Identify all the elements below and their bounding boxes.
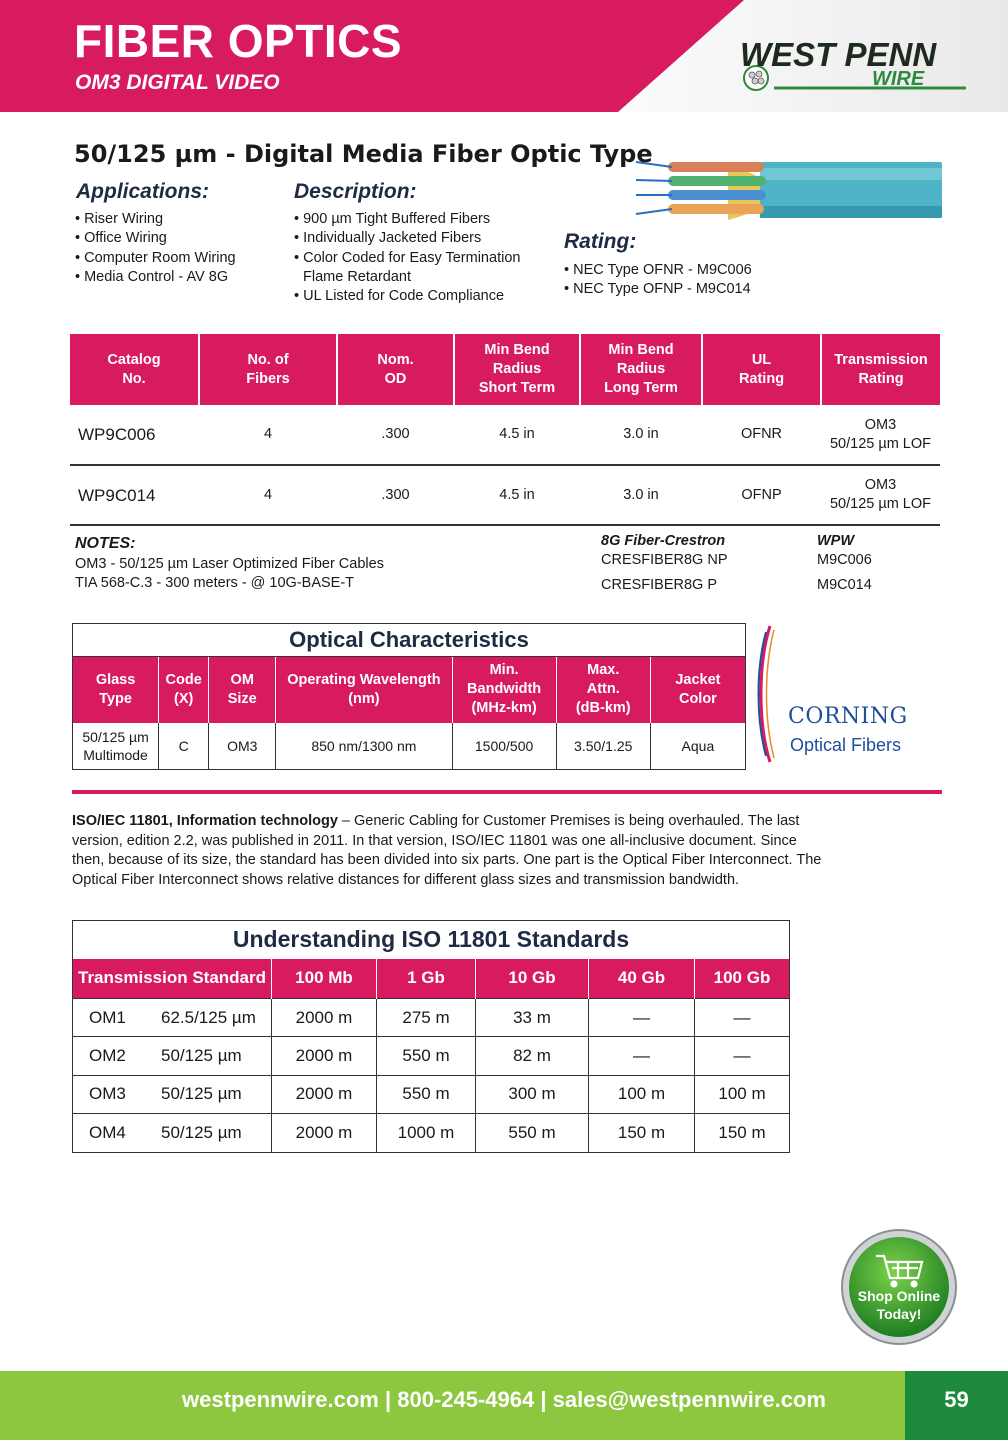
col-header-code: Code (X) [159, 657, 209, 723]
jacket-color: Aqua [650, 723, 745, 770]
list-item: • Individually Jacketed Fibers [294, 230, 482, 247]
table-header-row [73, 959, 790, 999]
distance-cell: — [589, 1037, 695, 1075]
list-item: • Office Wiring [75, 230, 167, 247]
table-title-row [73, 921, 790, 959]
standard-cell: OM1 62.5/125 µm [73, 999, 272, 1037]
transmission-rating: OM3 50/125 µm LOF [821, 405, 940, 465]
col-header-short-bend: Min Bend Radius Short Term [454, 334, 580, 405]
table-header-row [73, 657, 746, 723]
shop-today-label: Today! [876, 1306, 922, 1322]
distance-cell: 1000 m [377, 1114, 476, 1152]
footer-contact[interactable]: westpennwire.com | 800-245-4964 | sales@westpennwire.com [182, 1387, 826, 1412]
distance-cell: 275 m [377, 999, 476, 1037]
corning-logo-subtext: Optical Fibers [790, 735, 902, 755]
page-title: FIBER OPTICS [74, 15, 403, 67]
col-header-bandwidth: Min. Bandwidth (MHz-km) [452, 657, 556, 723]
fiber-cable-image [632, 152, 944, 224]
col-header-attenuation: Max. Attn. (dB-km) [556, 657, 650, 723]
col-header-100gb: 100 Gb [695, 959, 790, 999]
col-header-long-bend: Min Bend Radius Long Term [580, 334, 702, 405]
description-list [294, 210, 520, 306]
distance-cell: 33 m [476, 999, 589, 1037]
corning-logo-swoosh [756, 624, 780, 764]
distance-cell: — [695, 1037, 790, 1075]
iso-table-title: Understanding ISO 11801 Standards [232, 926, 630, 953]
applications-list [75, 210, 236, 287]
description-heading: Description: [294, 180, 417, 203]
list-item: • Riser Wiring [75, 211, 164, 227]
list-item: • NEC Type OFNP - M9C014 [564, 281, 751, 298]
optical-characteristics-table [72, 623, 746, 770]
logo-text-west-penn: WEST PENN [740, 36, 937, 73]
table-row [70, 465, 940, 525]
fiber-count: 4 [199, 405, 337, 465]
col-header-1gb: 1 Gb [377, 959, 476, 999]
col-header-glass: Glass Type [73, 657, 159, 723]
distance-cell: 2000 m [272, 1037, 377, 1075]
ul-rating: OFNP [702, 465, 821, 525]
attenuation: 3.50/1.25 [556, 723, 650, 770]
logo-text-wire: WIRE [872, 68, 925, 90]
list-item: Flame Retardant [303, 268, 411, 285]
catalog-number: WP9C014 [70, 465, 199, 525]
product-title: 50/125 µm - Digital Media Fiber Optic Type [74, 140, 653, 168]
notes-heading: NOTES: [75, 535, 136, 552]
applications-heading: Applications: [76, 180, 210, 203]
rating-heading: Rating: [564, 230, 637, 253]
distance-cell: 82 m [476, 1037, 589, 1075]
crossref-crestron-part: CRESFIBER8G P [601, 577, 718, 593]
col-header-40gb: 40 Gb [589, 959, 695, 999]
col-header-catalog: Catalog No. [70, 334, 199, 405]
col-header-transmission: Transmission Rating [821, 334, 940, 405]
shop-online-label: Shop Online [857, 1288, 941, 1304]
list-item: • Computer Room Wiring [75, 249, 236, 266]
page-number: 59 [944, 1387, 969, 1412]
long-term-bend: 3.0 in [580, 465, 702, 525]
col-header-10gb: 10 Gb [476, 959, 589, 999]
distance-cell: 550 m [377, 1075, 476, 1113]
ul-rating: OFNR [702, 405, 821, 465]
distance-cell: — [695, 999, 790, 1037]
om-size: OM3 [209, 723, 276, 770]
distance-cell: 550 m [377, 1037, 476, 1075]
standard-cell: OM2 50/125 µm [73, 1037, 272, 1075]
crossref-crestron-part: CRESFIBER8G NP [601, 552, 728, 568]
col-header-om: OM Size [209, 657, 276, 723]
note-line: TIA 568-C.3 - 300 meters - @ 10G-BASE-T [75, 575, 355, 591]
short-term-bend: 4.5 in [454, 405, 580, 465]
iso-description-text: – Generic Cabling for Customer Premises is being overhauled. The last version, edition 2.2, was published in 2011. In that version, ISO/IEC 11801 was one all-inclusive document. Since then, because of its size, the standard has been divided into six parts. One part is the Optical Fiber Interconnect. The Optical Fiber Interconnect shows relative distances for different glass sizes and transmission bandwidth. [72, 813, 822, 888]
bandwidth: 1500/500 [452, 723, 556, 770]
col-header-wavelength: Operating Wavelength (nm) [276, 657, 452, 723]
standard-cell: OM4 50/125 µm [73, 1114, 272, 1152]
rating-list [564, 261, 752, 300]
col-header-od: Nom. OD [337, 334, 454, 405]
iso-standards-table [72, 920, 790, 1153]
fiber-count: 4 [199, 465, 337, 525]
west-penn-wire-logo[interactable] [738, 36, 974, 96]
glass-type: 50/125 µm Multimode [82, 728, 149, 763]
table-row [73, 723, 746, 770]
table-row [73, 1114, 790, 1152]
col-header-jacket: Jacket Color [650, 657, 745, 723]
distance-cell: 2000 m [272, 1075, 377, 1113]
standard-cell: OM3 50/125 µm [73, 1075, 272, 1113]
col-header-ul: UL Rating [702, 334, 821, 405]
catalog-number: WP9C006 [70, 405, 199, 465]
list-item: • NEC Type OFNR - M9C006 [564, 262, 752, 278]
distance-cell: 100 m [695, 1075, 790, 1113]
long-term-bend: 3.0 in [580, 405, 702, 465]
page-subtitle: OM3 DIGITAL VIDEO [75, 71, 280, 94]
table-row [73, 999, 790, 1037]
wavelength: 850 nm/1300 nm [276, 723, 452, 770]
distance-cell: 150 m [589, 1114, 695, 1152]
table-header-row [70, 334, 940, 405]
list-item: • Color Coded for Easy Termination [294, 249, 521, 266]
list-item: • UL Listed for Code Compliance [294, 288, 505, 305]
col-header-standard: Transmission Standard [73, 959, 272, 999]
crossref-wpw-part: M9C006 [817, 552, 872, 568]
list-item: • Media Control - AV 8G [75, 268, 229, 285]
nominal-od: .300 [337, 405, 454, 465]
transmission-rating: OM3 50/125 µm LOF [821, 465, 940, 525]
spec-table [70, 334, 940, 526]
note-line: OM3 - 50/125 µm Laser Optimized Fiber Cables [75, 556, 384, 572]
distance-cell: 100 m [589, 1075, 695, 1113]
iso-standard-name: ISO/IEC 11801, Information technology [72, 813, 338, 829]
distance-cell: — [589, 999, 695, 1037]
crossref-heading-wpw: WPW [817, 533, 855, 549]
col-header-fibers: No. of Fibers [199, 334, 337, 405]
list-item: • 900 µm Tight Buffered Fibers [294, 211, 491, 227]
table-title-row [73, 624, 746, 657]
iso-description-paragraph [72, 812, 832, 890]
distance-cell: 2000 m [272, 999, 377, 1037]
distance-cell: 300 m [476, 1075, 589, 1113]
distance-cell: 2000 m [272, 1114, 377, 1152]
table-row [70, 405, 940, 465]
crossref-heading-crestron: 8G Fiber-Crestron [601, 533, 726, 549]
code: C [159, 723, 209, 770]
shop-online-button[interactable] [840, 1228, 958, 1346]
table-row [73, 1075, 790, 1113]
table-row [73, 1037, 790, 1075]
corning-logo-text: CORNING [788, 704, 908, 729]
col-header-100mb: 100 Mb [272, 959, 377, 999]
crossref-wpw-part: M9C014 [817, 577, 872, 593]
optical-table-title: Optical Characteristics [73, 624, 746, 657]
distance-cell: 550 m [476, 1114, 589, 1152]
distance-cell: 150 m [695, 1114, 790, 1152]
short-term-bend: 4.5 in [454, 465, 580, 525]
nominal-od: .300 [337, 465, 454, 525]
section-divider [72, 790, 942, 794]
